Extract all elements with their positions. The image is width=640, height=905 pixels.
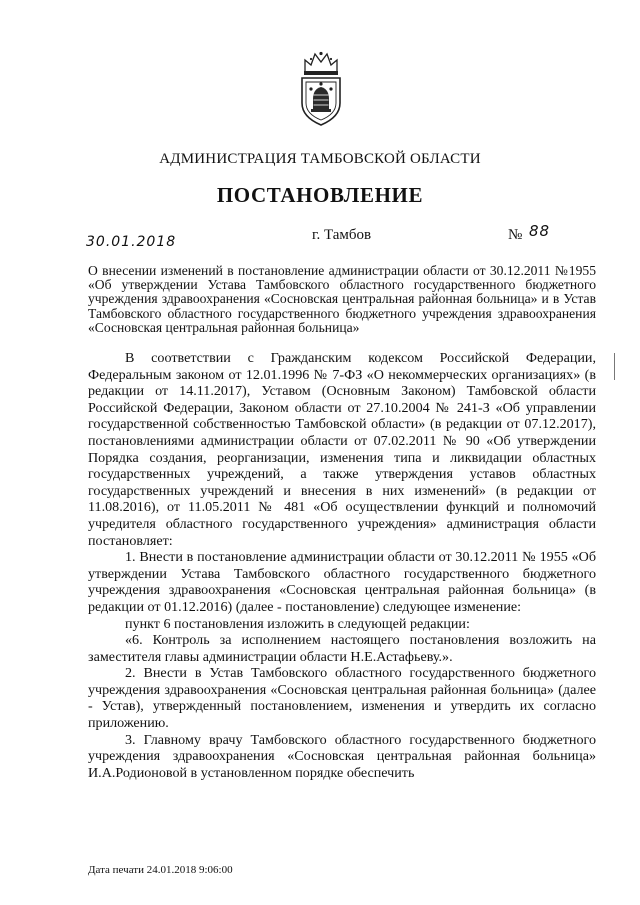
item-1-quote: «6. Контроль за исполнением настоящего постановления возложить на заместителя главы администрации области Н.Е.Астафьеву.». — [88, 632, 596, 665]
document-body — [88, 350, 596, 781]
document-number: 88 — [529, 222, 551, 240]
scan-mark — [614, 353, 615, 380]
item-2-paragraph: 2. Внести в Устав Тамбовского областного государственного бюджетного учреждения здравоохранения «Сосновская центральная районная больница» (далее - Устав), утвержденный постановлением, изменения и утвердить их согласно приложению. — [88, 665, 596, 732]
organization-title: АДМИНИСТРАЦИЯ ТАМБОВСКОЙ ОБЛАСТИ — [159, 151, 481, 167]
document-type-title: ПОСТАНОВЛЕНИЕ — [216, 183, 424, 207]
tambov-coat-of-arms-icon — [297, 51, 345, 127]
item-3-paragraph: 3. Главному врачу Тамбовского областного государственного бюджетного учреждения здравоохранения «Сосновская центральная районная больница» И.А.Родионовой в установленном порядке обеспечить — [88, 731, 596, 781]
document-date: 30.01.2018 — [86, 234, 177, 250]
item-1-paragraph: 1. Внести в постановление администрации области от 30.12.2011 № 1955 «Об утверждении Устава Тамбовского областного государственного бюджетного учреждения здравоохранения «Сосновская центральная районная больница» (в редакции от 01.12.2016) (далее - постановление) следующее изменение: — [88, 549, 596, 615]
document-subject: О внесении изменений в постановление администрации области от 30.12.2011 №1955 «Об утверждении Устава Тамбовского областного государственного бюджетного учреждения здравоохранения «Сосновская центральная районная больница» и в Устав Тамбовского областного государственного бюджетного учреждения здравоохранения «Сосновская центральная районная больница» — [88, 263, 596, 335]
document-number-label: № — [508, 227, 523, 243]
preamble-paragraph: В соответствии с Гражданским кодексом Российской Федерации, Федеральным законом от 12.01.1996 № 7-ФЗ «О некоммерческих организациях» (в редакции от 14.11.2017), Уставом (Основным Законом) Тамбовской области Российской Федерации, Законом области от 27.10.2004 № 241-З «Об управлении государственной собственностью Тамбовской области» (в редакции от 07.12.2017), постановлениями администрации области от 07.02.2011 № 90 «Об утверждении Порядка создания, реорганизации, изменения типа и ликвидации областных государственных учреждений, а также утверждения уставов областных государственных учреждений и внесения в них изменений» (в редакции от 11.08.2016), от 11.05.2011 № 481 «Об осуществлении функций и полномочий учредителя областного государственного учреждения» администрация области постановляет: — [88, 350, 596, 549]
print-date-footer: Дата печати 24.01.2018 9:06:00 — [88, 864, 233, 876]
item-1-subparagraph: пункт 6 постановления изложить в следующей редакции: — [125, 615, 470, 632]
document-city: г. Тамбов — [312, 227, 372, 243]
